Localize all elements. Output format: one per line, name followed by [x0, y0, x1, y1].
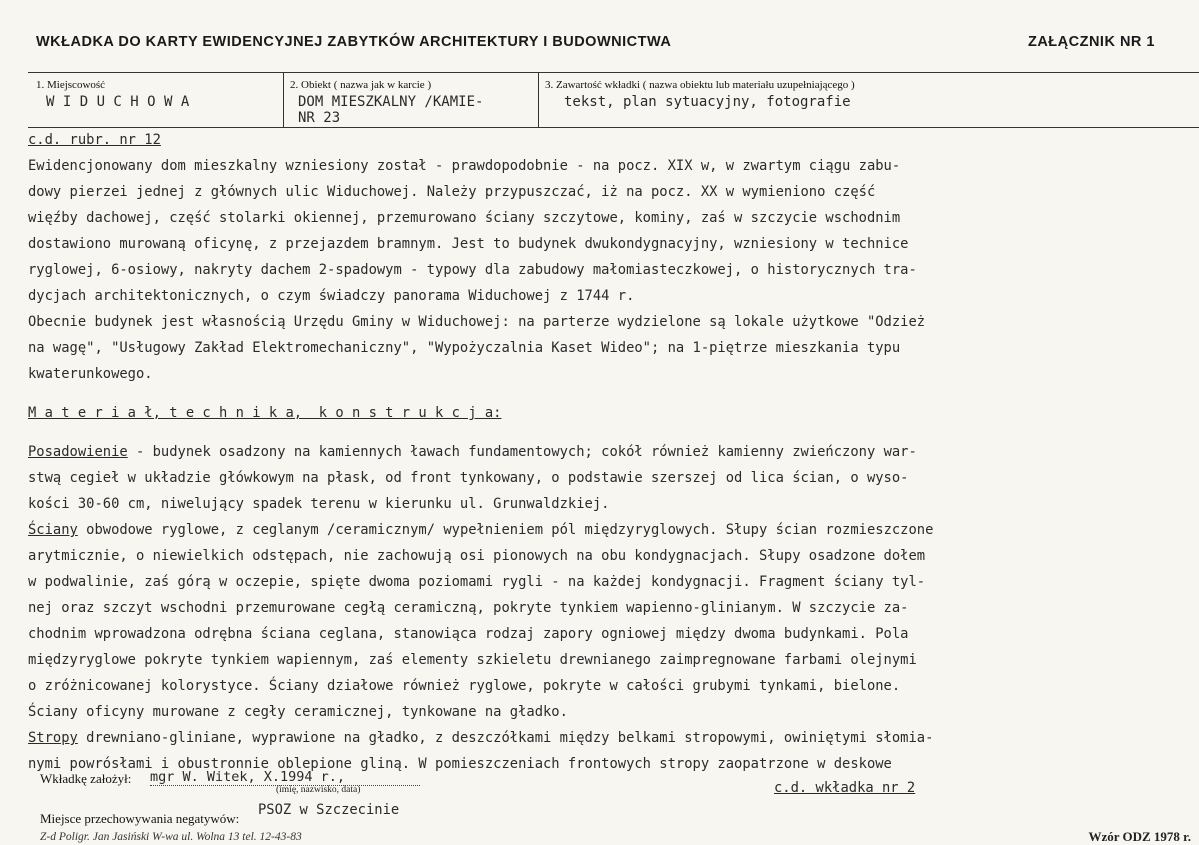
body-line: Ściany obwodowe ryglowe, z ceglanym /ceramicznym/ wypełnieniem pól międzyryglowych. Słupy ścian rozmieszczone [28, 522, 934, 538]
body-line: dycjach architektonicznych, o czym świadczy panorama Widuchowej z 1744 r. [28, 288, 635, 304]
field-1-label: 1. Miejscowość [36, 79, 106, 91]
body-line: kwaterunkowego. [28, 366, 153, 382]
body-line: więźby dachowej, część stolarki okiennej, przemurowano ściany szczytowe, kominy, zaś w szczycie wschodnim [28, 210, 901, 226]
continued-note: c.d. wkładka nr 2 [774, 780, 916, 796]
body-line: Ściany oficyny murowane z cegły ceramicznej, tynkowane na gładko. [28, 704, 568, 720]
body-line: kości 30-60 cm, niwelujący spadek terenu w kierunku ul. Grunwaldzkiej. [28, 496, 610, 512]
body-line: Stropy drewniano-gliniane, wyprawione na gładko, z deszczółkami między belkami stropowymi, owiniętymi słomia- [28, 730, 934, 746]
body-line: na wagę", "Usługowy Zakład Elektromechaniczny", "Wypożyczalnia Kaset Wideo"; na 1-piętrze mieszkania typu [28, 340, 901, 356]
body-line: arytmicznie, o niewielkich odstępach, nie zachowują osi pionowych na obu kondygnacjach. Słupy osadzone dołem [28, 548, 926, 564]
body-line: nymi powrósłami i obustronnie oblepione gliną. W pomieszczeniach frontowych stropy zaopatrzone w deskowe [28, 756, 892, 772]
box-top-border [28, 72, 1199, 73]
body-line: ryglowej, 6-osiowy, nakryty dachem 2-spadowym - typowy dla zabudowy małomiasteczkowej, o historycznych tra- [28, 262, 917, 278]
annex-number: ZAŁĄCZNIK NR 1 [1027, 34, 1155, 50]
negatives-value: PSOZ w Szczecinie [258, 802, 400, 818]
body-line: nej oraz szczyt wschodni przemurowane cegłą ceramiczną, pokryte tynkiem wapienno-glinianym. W szczycie za- [28, 600, 909, 616]
field-3-label: 3. Zawartość wkładki ( nazwa obiektu lub materiału uzupełniającego ) [545, 79, 855, 91]
section-heading: M a t e r i a ł, t e c h n i k a, k o n s t r u k c j a: [28, 405, 502, 421]
body-line: międzyryglowe pokryte tynkiem wapiennym, zaś elementy szkieletu drewnianego zaimpregnowane farbami olejnymi [28, 652, 917, 668]
body-line: o zróżnicowanej kolorystyce. Ściany działowe również ryglowe, pokryte w całości grubymi tynkami, bielone. [28, 678, 901, 694]
negatives-label: Miejsce przechowywania negatywów: [40, 811, 240, 826]
box-bottom-border [28, 127, 1199, 128]
body-line: Posadowienie - budynek osadzony na kamiennych ławach fundamentowych; cokół również kamienny zwieńczony war- [28, 444, 917, 460]
printer-note: Z-d Poligr. Jan Jasiński W-wa ul. Wolna 13 tel. 12-43-83 [40, 831, 302, 843]
author-label: Wkładkę założył: [40, 771, 132, 786]
body-line: stwą cegieł w układzie główkowym na płask, od front tynkowany, o podstawie szerszej od lica ścian, o wyso- [28, 470, 909, 486]
body-line: Obecnie budynek jest własnością Urzędu Gminy w Widuchowej: na parterze wydzielone są lokale użytkowe "Odzież [28, 314, 926, 330]
field-2-value-line1: DOM MIESZKALNY /KAMIE- [298, 94, 484, 110]
body-line: dostawiono murowaną oficynę, z przejazdem bramnym. Jest to budynek dwukondygnacyjny, wzniesiony w technice [28, 236, 909, 252]
author-hint: (imię, nazwisko, data) [276, 785, 361, 795]
box-divider-2 [538, 72, 539, 128]
author-value: mgr W. Witek, X.1994 r., [150, 769, 420, 786]
field-2-label: 2. Obiekt ( nazwa jak w karcie ) [290, 79, 432, 91]
field-2-value-line2: NR 23 [298, 110, 341, 126]
body-line: dowy pierzei jednej z głównych ulic Widuchowej. Należy przypuszczać, iż na pocz. XX w wymieniono część [28, 184, 876, 200]
form-code: Wzór ODZ 1978 r. [1088, 829, 1191, 844]
body-line: c.d. rubr. nr 12 [28, 132, 161, 148]
body-line: w podwalinie, zaś górą w oczepie, spięte dwoma poziomami rygli - na każdej kondygnacji. Fragment ściany tyl- [28, 574, 926, 590]
body-line: Ewidencjonowany dom mieszkalny wzniesiony został - prawdopodobnie - na pocz. XIX w, w zwartym ciągu zabu- [28, 158, 901, 174]
body-line: chodnim wprowadzona odrębna ściana ceglana, stanowiąca rodzaj zapory ogniowej między dwoma budynkami. Pola [28, 626, 909, 642]
form-title: WKŁADKA DO KARTY EWIDENCYJNEJ ZABYTKÓW ARCHITEKTURY I BUDOWNICTWA [36, 34, 672, 50]
field-1-value: W I D U C H O W A [46, 94, 190, 110]
field-3-value: tekst, plan sytuacyjny, fotografie [564, 94, 851, 110]
box-divider-1 [283, 72, 284, 128]
